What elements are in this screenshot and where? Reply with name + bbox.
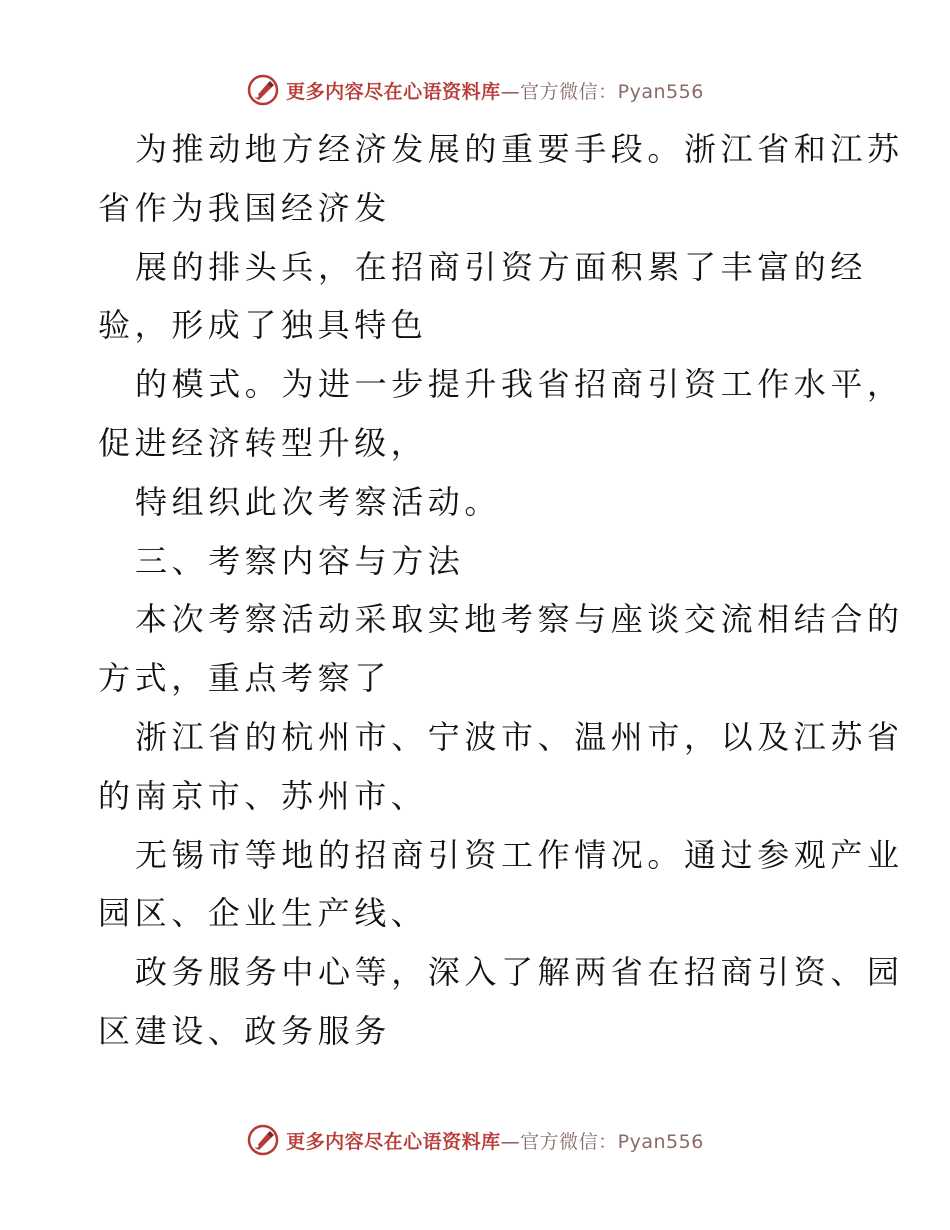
body-line: 浙江省的杭州市、宁波市、温州市，以及江苏省 <box>135 717 904 756</box>
body-line: 省作为我国经济发 <box>98 188 391 227</box>
header-banner-dash: — <box>500 80 521 103</box>
pen-logo-icon <box>246 73 280 107</box>
footer-banner-text: 更多内容尽在心语资料库 <box>286 1130 501 1153</box>
footer-banner-wechat: 官方微信：Pyan556 <box>520 1130 704 1153</box>
body-line: 方式，重点考察了 <box>98 659 391 698</box>
footer-banner <box>0 1120 950 1160</box>
body-line: 展的排头兵，在招商引资方面积累了丰富的经 <box>135 247 868 286</box>
body-line: 园区、企业生产线、 <box>98 894 428 933</box>
header-banner-text: 更多内容尽在心语资料库 <box>286 80 501 103</box>
body-line: 验，形成了独具特色 <box>98 306 428 345</box>
body-line: 为推动地方经济发展的重要手段。浙江省和江苏 <box>135 130 904 168</box>
body-line: 无锡市等地的招商引资工作情况。通过参观产业 <box>135 835 904 874</box>
body-line: 的南京市、苏州市、 <box>98 776 428 815</box>
body-line: 的模式。为进一步提升我省招商引资工作水平， <box>135 365 904 404</box>
header-banner <box>0 70 950 110</box>
body-line: 促进经济转型升级， <box>98 423 428 462</box>
pen-logo-icon <box>246 1123 280 1157</box>
header-banner-wechat: 官方微信：Pyan556 <box>520 80 704 103</box>
body-line: 政务服务中心等，深入了解两省在招商引资、园 <box>135 953 904 992</box>
body-line: 本次考察活动采取实地考察与座谈交流相结合的 <box>135 600 904 639</box>
body-line: 区建设、政务服务 <box>98 1011 391 1050</box>
footer-banner-dash: — <box>500 1130 521 1153</box>
body-line: 特组织此次考察活动。 <box>135 482 502 521</box>
document-body <box>98 120 904 1061</box>
section-heading: 三、考察内容与方法 <box>135 541 465 580</box>
